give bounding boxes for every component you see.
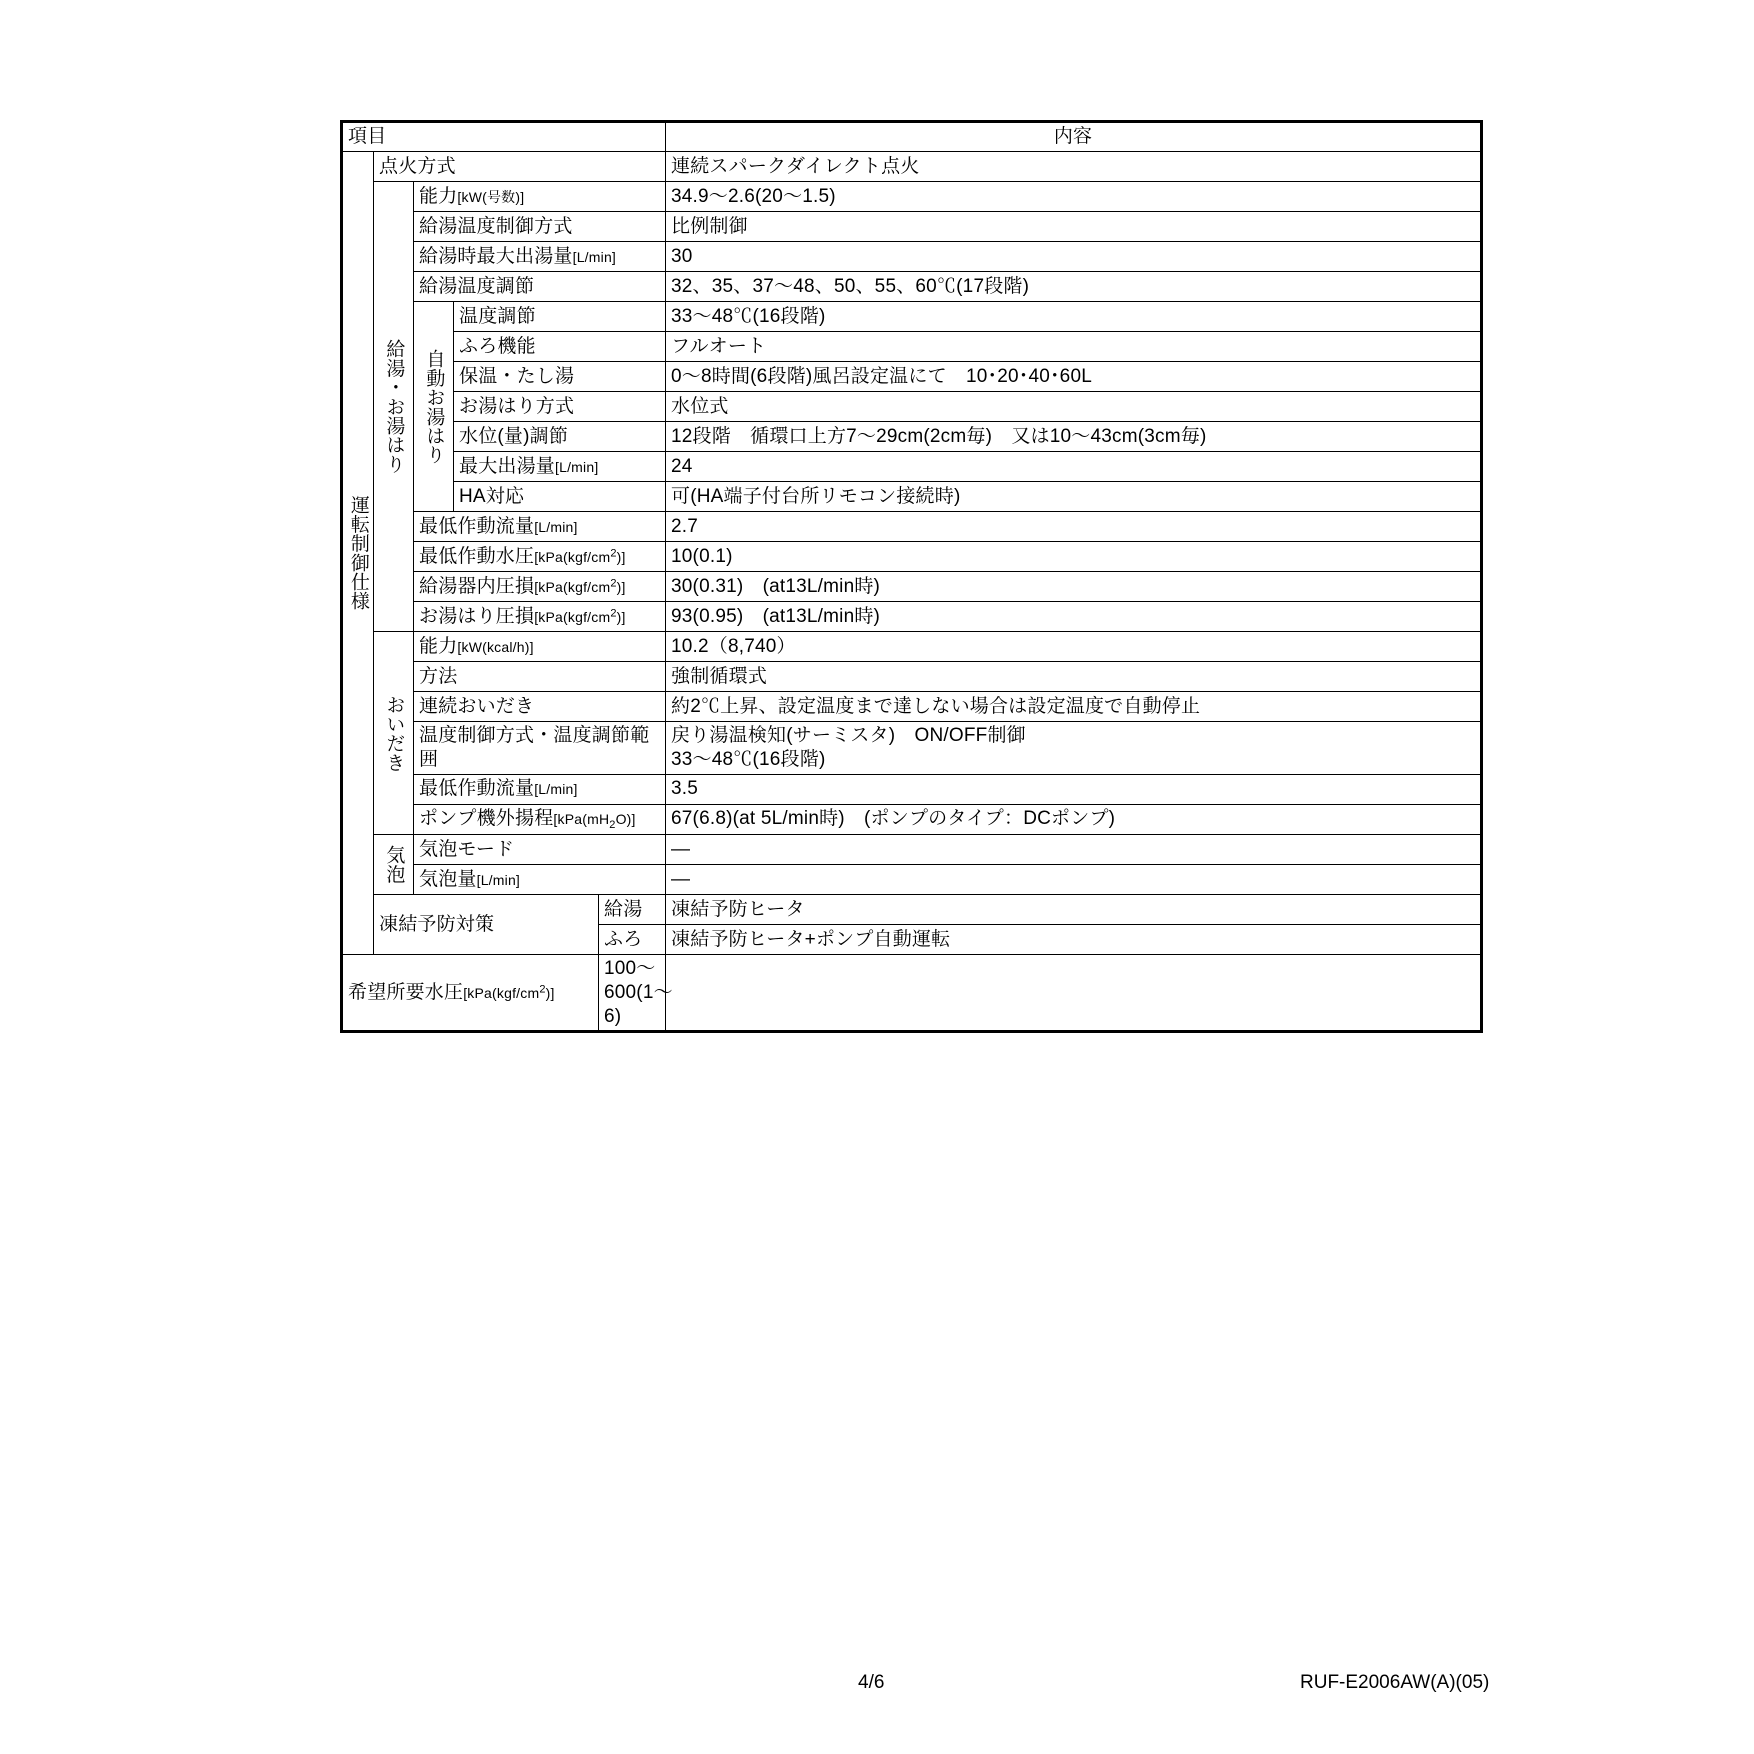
model-code: RUF-E2006AW(A)(05) [1300,1672,1490,1693]
row-value-min-flow1: 2.7 [666,512,1482,542]
row-label-auto-max-flow: 最大出湯量[L/min] [454,452,666,482]
page-number: 4/6 [858,1672,885,1693]
table-row [342,332,1482,362]
row-value-reheat-temp-control [666,722,1482,775]
row-value-fill-loss: 93(0.95) (at13L/min時) [666,602,1482,632]
row-value-pump-head: 67(6.8)(at 5L/min時) (ポンプのタイプ：DCポンプ) [666,804,1482,835]
table-row [342,212,1482,242]
row-value-water-level: 12段階 循環口上方7〜29cm(2cm毎) 又は10〜43cm(3cm毎) [666,422,1482,452]
row-value-fill-method: 水位式 [666,392,1482,422]
row-label-ignition: 点火方式 [374,152,666,182]
group-label-auto-fill: 自動お湯はり [414,302,454,512]
row-label-internal-loss: 給湯器内圧損$[kPa(kgf/cm^2)]$ [414,572,666,602]
table-row [342,572,1482,602]
table-row [342,692,1482,722]
row-value-auto-max-flow: 24 [666,452,1482,482]
table-row [342,542,1482,572]
row-value-min-pressure: 10(0.1) [666,542,1482,572]
row-label-bubble-mode: 気泡モード [414,835,666,865]
row-label-capacity1: 能力[kW(号数)] [414,182,666,212]
row-label-keep-warm: 保温・たし湯 [454,362,666,392]
row-value-furo-function: フルオート [666,332,1482,362]
table-row [342,662,1482,692]
table-row [342,422,1482,452]
row-value-temp-control-method: 比例制御 [666,212,1482,242]
row-label-continuous-reheat: 連続おいだき [414,692,666,722]
row-value-auto-temp: 33〜48℃(16段階) [666,302,1482,332]
row-value-ignition: 連続スパークダイレクト点火 [666,152,1482,182]
row-value-reheat-min-flow: 3.5 [666,774,1482,804]
row-label-min-pressure: 最低作動水圧$[kPa(kgf/cm^2)]$ [414,542,666,572]
table-row [342,512,1482,542]
row-label-reheat-temp-control: 温度制御方式・温度調節範囲 [414,722,666,775]
row-label-water-level: 水位(量)調節 [454,422,666,452]
group-label-reheat: おいだき [374,632,414,835]
table-row [342,362,1482,392]
table-row [342,152,1482,182]
row-value-reheat-capacity: 10.2（8,740） [666,632,1482,662]
row-label-temp-setting: 給湯温度調節 [414,272,666,302]
table-row [342,955,1482,1032]
row-value-required-pressure: 100〜600(1〜6) [599,955,666,1032]
row-label-reheat-min-flow: 最低作動流量[L/min] [414,774,666,804]
table-row [342,482,1482,512]
row-label-auto-temp: 温度調節 [454,302,666,332]
row-value-bubble-amount: — [666,865,1482,895]
row-label-fill-method: お湯はり方式 [454,392,666,422]
row-label-ha: HA対応 [454,482,666,512]
table-row [342,452,1482,482]
row-label-required-pressure: 希望所要水圧$[kPa(kgf/cm^2)]$ [342,955,599,1032]
group-label-bubble: 気泡 [374,835,414,895]
table-row [342,632,1482,662]
row-value-ha: 可(HA端子付台所リモコン接続時) [666,482,1482,512]
header-cell-content: 内容 [666,122,1482,152]
table-row [342,895,1482,925]
specification-table [340,120,1483,1033]
reheat-temp-control-line1: 戻り湯温検知(サーミスタ) ON/OFF制御 [671,725,1026,746]
row-label-temp-control-method: 給湯温度制御方式 [414,212,666,242]
row-label-pump-head: ポンプ機外揚程$[kPa(mH_2O)]$ [414,804,666,835]
row-value-freeze-hotwater: 凍結予防ヒータ [666,895,1482,925]
row-label-freeze-prevention: 凍結予防対策 [374,895,599,955]
group-label-hotwater-bath: 給湯・お湯はり [374,182,414,632]
row-label-max-flow: 給湯時最大出湯量[L/min] [414,242,666,272]
row-value-freeze-furo: 凍結予防ヒータ+ポンプ自動運転 [666,925,1482,955]
row-label-bubble-amount: 気泡量[L/min] [414,865,666,895]
row-value-bubble-mode: — [666,835,1482,865]
table-row [342,242,1482,272]
table-row [342,835,1482,865]
row-value-keep-warm: 0〜8時間(6段階)風呂設定温にて 10･20･40･60L [666,362,1482,392]
row-value-temp-setting: 32、35、37〜48、50、55、60℃(17段階) [666,272,1482,302]
row-value-max-flow: 30 [666,242,1482,272]
row-value-internal-loss: 30(0.31) (at13L/min時) [666,572,1482,602]
table-row [342,182,1482,212]
table-row [342,865,1482,895]
group-label-operation-control: 運転制御仕様 [342,152,374,955]
table-row [342,302,1482,332]
header-cell-item: 項目 [342,122,666,152]
row-value-capacity1: 34.9〜2.6(20〜1.5) [666,182,1482,212]
row-sublabel-freeze-hotwater: 給湯 [599,895,666,925]
table-row [342,774,1482,804]
table-header-row [342,122,1482,152]
reheat-temp-control-line2: 33〜48℃(16段階) [671,748,826,770]
table-row [342,392,1482,422]
row-label-min-flow1: 最低作動流量[L/min] [414,512,666,542]
table-row [342,272,1482,302]
row-label-reheat-capacity: 能力[kW(kcal/h)] [414,632,666,662]
row-label-reheat-method: 方法 [414,662,666,692]
table-row [342,722,1482,775]
row-label-fill-loss: お湯はり圧損$[kPa(kgf/cm^2)]$ [414,602,666,632]
row-label-furo-function: ふろ機能 [454,332,666,362]
table-row [342,804,1482,835]
row-value-continuous-reheat: 約2℃上昇、設定温度まで達しない場合は設定温度で自動停止 [666,692,1482,722]
row-value-reheat-method: 強制循環式 [666,662,1482,692]
row-sublabel-freeze-furo: ふろ [599,925,666,955]
table-row [342,602,1482,632]
